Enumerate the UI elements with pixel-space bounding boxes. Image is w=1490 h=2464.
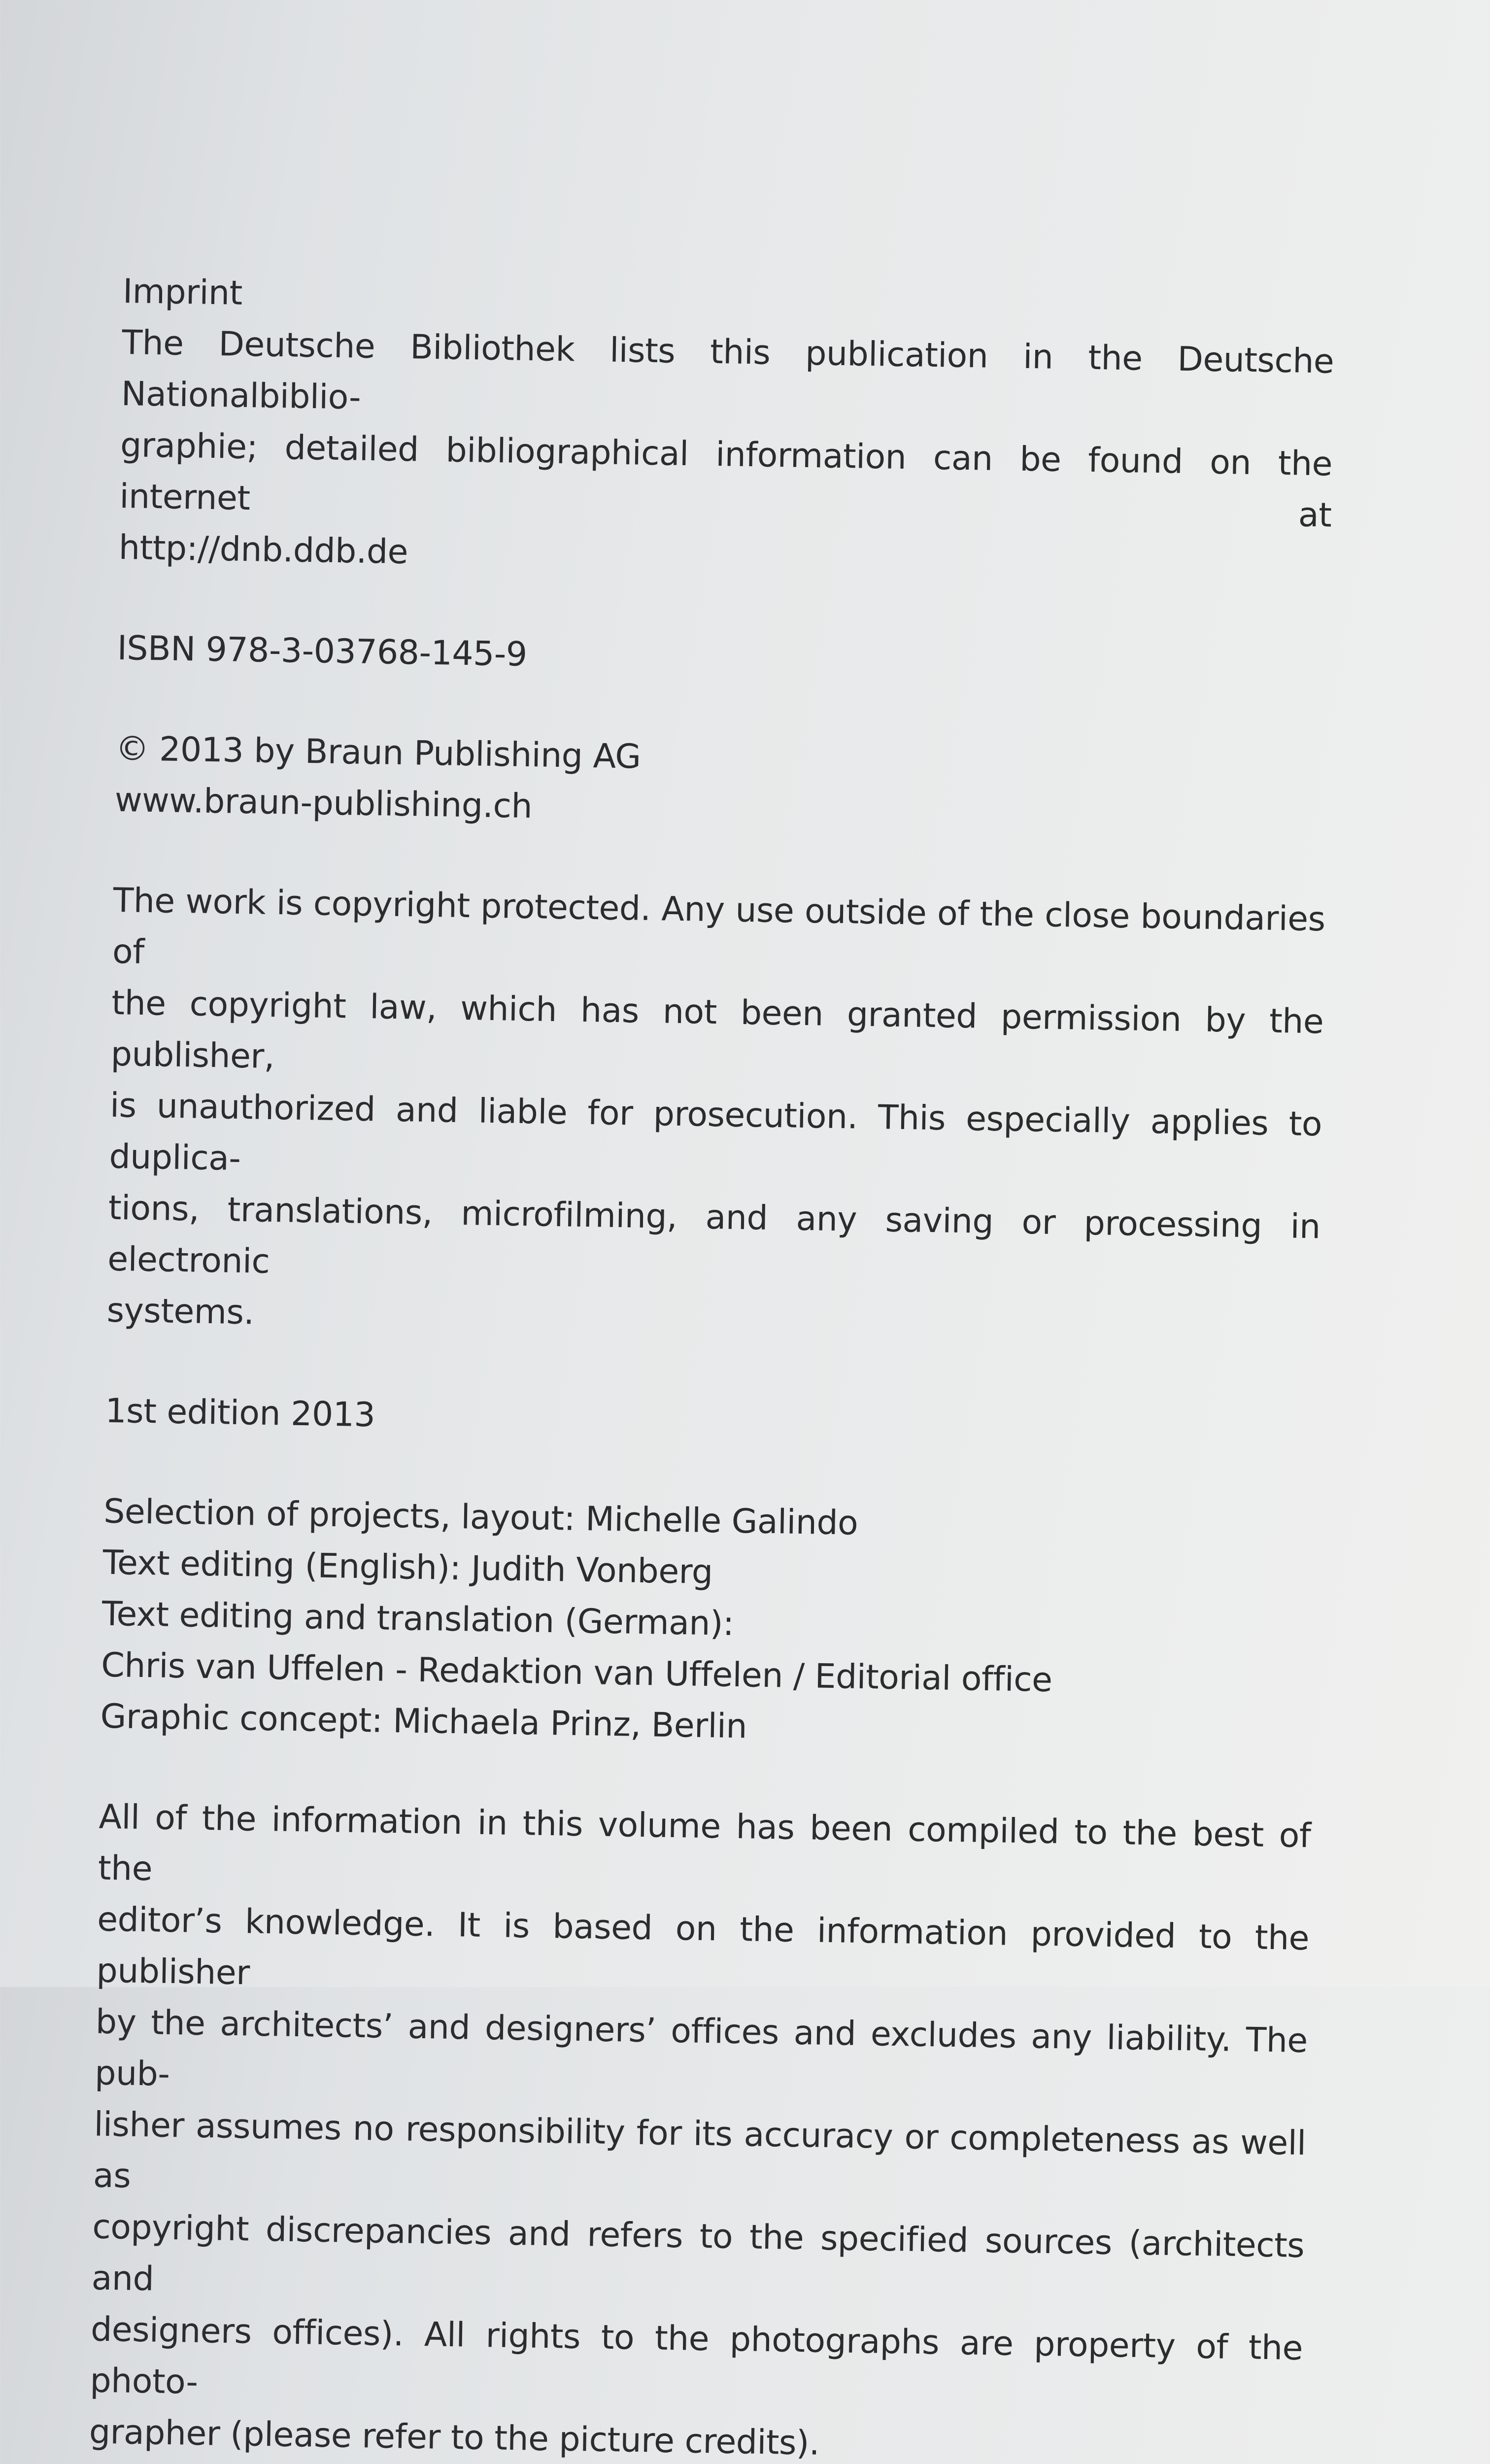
copyright-line: © 2013 by Braun Publishing AG [115, 729, 642, 777]
disclaimer-line: lisher assumes no responsibility for its accuracy or completeness as well as [93, 2105, 1307, 2196]
notice-line: the copyright law, which has not been granted permission by the publisher, [110, 983, 1324, 1077]
credit-line: Text editing (English): Judith Vonberg [102, 1543, 713, 1592]
isbn: ISBN 978-3-03768-145-9 [117, 628, 528, 674]
disclaimer-line: copyright discrepancies and refers to the specified sources (architects and [91, 2207, 1305, 2299]
edition: 1st edition 2013 [104, 1391, 375, 1435]
credits-section [100, 1486, 1316, 1762]
notice-line: tions, translations, microfilming, and any saving or processing in electronic [107, 1188, 1321, 1281]
disclaimer [89, 1792, 1311, 2464]
notice-line: The work is copyright protected. Any use outside of the close boundaries of [112, 881, 1326, 972]
disclaimer-line: designers offices). All rights to the photographs are property of the photo- [89, 2310, 1303, 2402]
credit-line: Selection of projects, layout: Michelle Galindo [103, 1492, 858, 1543]
disclaimer-line: All of the information in this volume has been compiled to the best of the [98, 1797, 1311, 1889]
dnb-url: http://dnb.ddb.de [118, 528, 408, 572]
imprint-heading: Imprint [122, 272, 243, 313]
notice-line: systems. [106, 1291, 255, 1333]
imprint-column [88, 266, 1335, 2464]
publisher-website: www.braun-publishing.ch [114, 780, 533, 826]
imprint-line: graphie; detailed bibliographical information can be found on the internet at [119, 425, 1333, 535]
protection-notice [106, 875, 1325, 1356]
copyright-section [114, 723, 1328, 845]
imprint-section [118, 266, 1335, 593]
credit-line: Chris van Uffelen - Redaktion van Uffelen / Editorial office [101, 1645, 1053, 1700]
disclaimer-line: by the architects’ and designers’ offices and excludes any liability. The pub- [94, 2002, 1308, 2094]
imprint-line: The Deutsche Bibliothek lists this publication in the Deutsche Nationalbiblio- [121, 323, 1334, 417]
credit-line: Text editing and translation (German): [102, 1594, 735, 1643]
isbn-section [117, 623, 1329, 693]
notice-line: is unauthorized and liable for prosecution. This especially applies to duplica- [108, 1086, 1322, 1178]
disclaimer-line: grapher (please refer to the picture credits). [89, 2412, 820, 2463]
disclaimer-line: editor’s knowledge. It is based on the information provided to the publisher [96, 1900, 1310, 1993]
edition-section [105, 1386, 1318, 1456]
credit-line: Graphic concept: Michaela Prinz, Berlin [100, 1697, 747, 1746]
